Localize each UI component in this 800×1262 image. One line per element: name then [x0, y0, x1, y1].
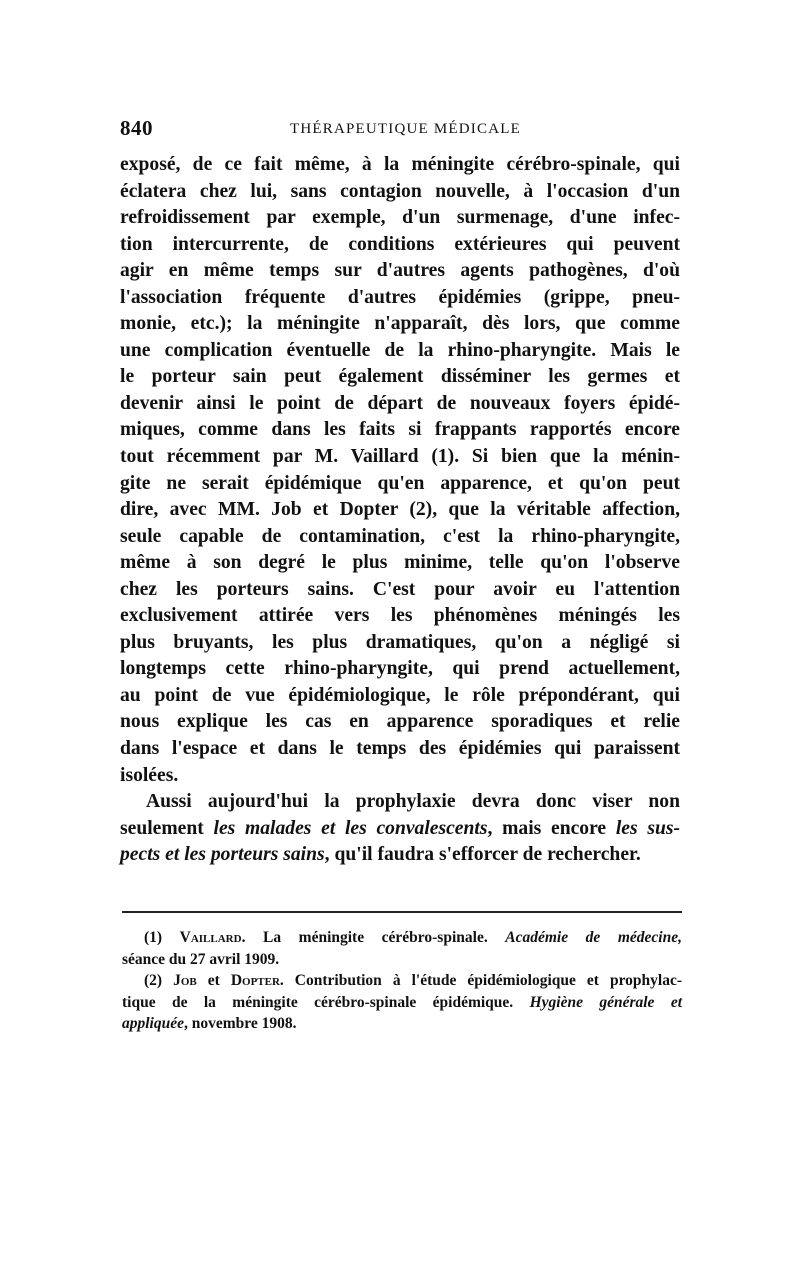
italic-phrase: pects et les porteurs sains: [120, 844, 325, 866]
text-line: exclusivement attirée vers les phénomènes méningés les: [120, 605, 680, 627]
text-line: nous explique les cas en apparence sporadiques et relie: [120, 711, 680, 733]
page-number: 840: [120, 116, 153, 140]
footnote-2-line: tique de la méningite cérébro-spinale épidémique. Hygiène générale et: [122, 993, 682, 1011]
text-line: éclatera chez lui, sans contagion nouvelle, à l'occasion d'un: [120, 180, 680, 202]
footnote-author: Job: [173, 972, 197, 989]
text-line: monie, etc.); la méningite n'apparaît, dès lors, que comme: [120, 313, 680, 335]
text-line: longtemps cette rhino-pharyngite, qui prend actuellement,: [120, 658, 680, 680]
text-line: plus bruyants, les plus dramatiques, qu'on a négligé si: [120, 631, 680, 653]
text-line: gite ne serait épidémique qu'en apparence, et qu'on peut: [120, 472, 680, 494]
footnote-journal: appliquée: [122, 1015, 184, 1032]
italic-phrase: les sus-: [615, 817, 681, 839]
paragraph-2-line: pects et les porteurs sains, qu'il faudra s'efforcer de rechercher.: [120, 844, 641, 866]
paragraph-2-line: seulement les malades et les convalescents, mais encore les sus-: [120, 817, 681, 839]
footnote-2: (2) Job et Dopter. Contribution à l'étude épidémiologique et prophylac-: [144, 972, 683, 989]
text-line: même à son degré le plus minime, telle qu'on l'observe: [120, 552, 680, 574]
text-line: exposé, de ce fait même, à la méningite cérébro-spinale, qui: [120, 154, 680, 175]
text-line: le porteur sain peut également disséminer les germes et: [120, 366, 680, 388]
text-line: devenir ainsi le point de départ de nouveaux foyers épidé-: [120, 392, 680, 414]
footnote-1-line: séance du 27 avril 1909.: [122, 950, 280, 968]
text-line: l'association fréquente d'autres épidémies (grippe, pneu-: [120, 286, 680, 308]
text-line: dans l'espace et dans le temps des épidémies qui paraissent: [120, 738, 680, 760]
text-line: tout récemment par M. Vaillard (1). Si bien que la ménin-: [120, 446, 680, 468]
footnote-journal: Académie de médecine,: [505, 929, 682, 946]
italic-phrase: les malades et les convalescents: [213, 817, 488, 839]
text-line: seule capable de contamination, c'est la rhino-pharyngite,: [120, 525, 680, 547]
text-line: une complication éventuelle de la rhino-pharyngite. Mais le: [120, 339, 680, 361]
text-line: chez les porteurs sains. C'est pour avoir eu l'attention: [120, 578, 680, 600]
text-line: agir en même temps sur d'autres agents pathogènes, d'où: [120, 260, 680, 282]
footnote-2-line: appliquée, novembre 1908.: [122, 1015, 297, 1032]
paragraph-2-line: Aussi aujourd'hui la prophylaxie devra donc viser non: [146, 791, 680, 813]
footnotes: [122, 927, 682, 1035]
text-line: tion intercurrente, de conditions extérieures qui peuvent: [120, 233, 680, 255]
footnote-author: Dopter: [230, 972, 280, 989]
footnote-journal: Hygiène générale et: [529, 993, 682, 1011]
footnote-divider: [122, 911, 682, 913]
running-head: THÉRAPEUTIQUE MÉDICALE: [290, 121, 521, 137]
footnote-author: Vaillard: [179, 929, 242, 946]
text-line: au point de vue épidémiologique, le rôle prépondérant, qui: [120, 684, 680, 706]
body-text: [120, 152, 680, 869]
page-header: [120, 116, 680, 146]
text-line: isolées.: [120, 764, 179, 786]
text-line: refroidissement par exemple, d'un surmenage, d'une infec-: [120, 207, 680, 229]
footnote-1: (1) Vaillard. La méningite cérébro-spinale. Académie de médecine,: [144, 929, 682, 946]
text-line: dire, avec MM. Job et Dopter (2), que la véritable affection,: [120, 499, 680, 521]
text-line: miques, comme dans les faits si frappants rapportés encore: [120, 419, 680, 441]
